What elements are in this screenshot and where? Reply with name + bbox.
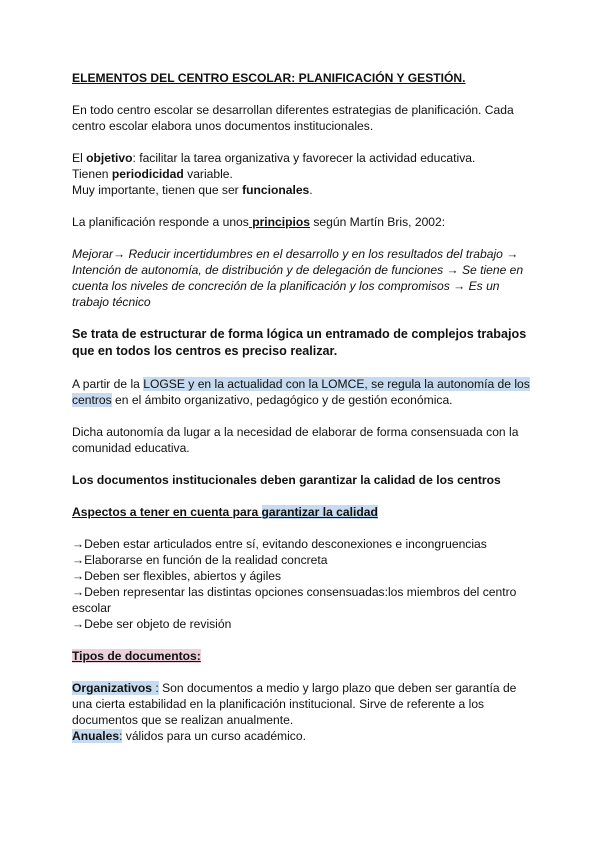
list-item: →Deben estar articulados entre sí, evitando desconexiones e incongruencias	[72, 537, 487, 551]
garantizar-heading: Los documentos institucionales deben garantizar la calidad de los centros	[72, 473, 501, 487]
objetivo-keyword: objetivo	[86, 151, 133, 165]
periodicidad-pre: Tienen	[72, 167, 112, 181]
organizativos-text: Son documentos a medio y largo plazo que deben ser garantía de una cierta estabilidad en la planificación institucional. Sirve de referente a los documentos que se realizan anualmente.	[72, 681, 517, 727]
intro-paragraph: En todo centro escolar se desarrollan diferentes estrategias de planificación. Cada centro escolar elabora unos documentos institucionales.	[72, 103, 514, 133]
objetivo-post: : facilitar la tarea organizativa y favorecer la actividad educativa.	[132, 151, 476, 165]
organizativos-paragraph	[72, 680, 532, 728]
organizativos-colon: :	[155, 681, 159, 695]
objetivo-block	[72, 150, 532, 198]
document-title: ELEMENTOS DEL CENTRO ESCOLAR: PLANIFICACIÓN Y GESTIÓN.	[72, 71, 466, 85]
italic-principles-block: Mejorar→ Reducir incertidumbres en el desarrollo y en los resultados del trabajo → Intención de autonomía, de distribución y de delegación de funciones → Se tiene en cuenta los niveles de concreción de la planificación y los compromisos → Es un trabajo técnico	[72, 247, 524, 309]
anuales-paragraph	[72, 728, 532, 744]
anuales-text: válidos para un curso académico.	[122, 729, 306, 743]
principios-keyword: principios	[248, 215, 310, 229]
organizativos-label: Organizativos	[72, 681, 156, 695]
aspectos-pre: Aspectos a tener en cuenta para	[72, 505, 262, 519]
funcionales-line	[72, 182, 532, 198]
periodicidad-post: variable.	[183, 167, 233, 181]
logse-highlight: LOGSE y en la actualidad con la LOMCE, se regula la autonomía de los centros	[72, 377, 530, 407]
anuales-colon: :	[119, 729, 123, 743]
aspectos-heading	[72, 504, 532, 520]
anuales-label: Anuales	[72, 729, 120, 743]
bold-statement: Se trata de estructurar de forma lógica un entramado de complejos trabajos que en todos los centros es preciso realizar.	[72, 327, 527, 358]
logse-paragraph	[72, 376, 532, 408]
list-item: →Deben ser flexibles, abiertos y ágiles	[72, 569, 282, 583]
list-item: →Elaborarse en función de la realidad concreta	[72, 553, 328, 567]
document-body	[72, 70, 532, 744]
principios-paragraph	[72, 214, 532, 230]
periodicidad-line	[72, 166, 532, 182]
tipos-label: Tipos de documentos:	[72, 649, 201, 663]
tipos-heading	[72, 648, 532, 664]
funcionales-keyword: funcionales	[242, 183, 310, 197]
list-item: →Deben representar las distintas opciones consensuadas:los miembros del centro escolar	[72, 585, 517, 615]
funcionales-pre: Muy importante, tienen que ser	[72, 183, 243, 197]
aspectos-highlight: garantizar la calidad	[261, 505, 378, 519]
principios-post: según Martín Bris, 2002:	[310, 215, 446, 229]
objetivo-pre: El	[72, 151, 87, 165]
autonomia-paragraph: Dicha autonomía da lugar a la necesidad de elaborar de forma consensuada con la comunidad educativa.	[72, 425, 519, 455]
logse-pre: A partir de la	[72, 377, 144, 391]
periodicidad-keyword: periodicidad	[111, 167, 184, 181]
objetivo-line	[72, 150, 532, 166]
funcionales-post: .	[309, 183, 313, 197]
list-item: →Debe ser objeto de revisión	[72, 617, 232, 631]
principios-pre: La planificación responde a unos	[72, 215, 249, 229]
logse-post: en el ámbito organizativo, pedagógico y de gestión económica.	[111, 393, 453, 407]
aspectos-list	[72, 536, 532, 632]
